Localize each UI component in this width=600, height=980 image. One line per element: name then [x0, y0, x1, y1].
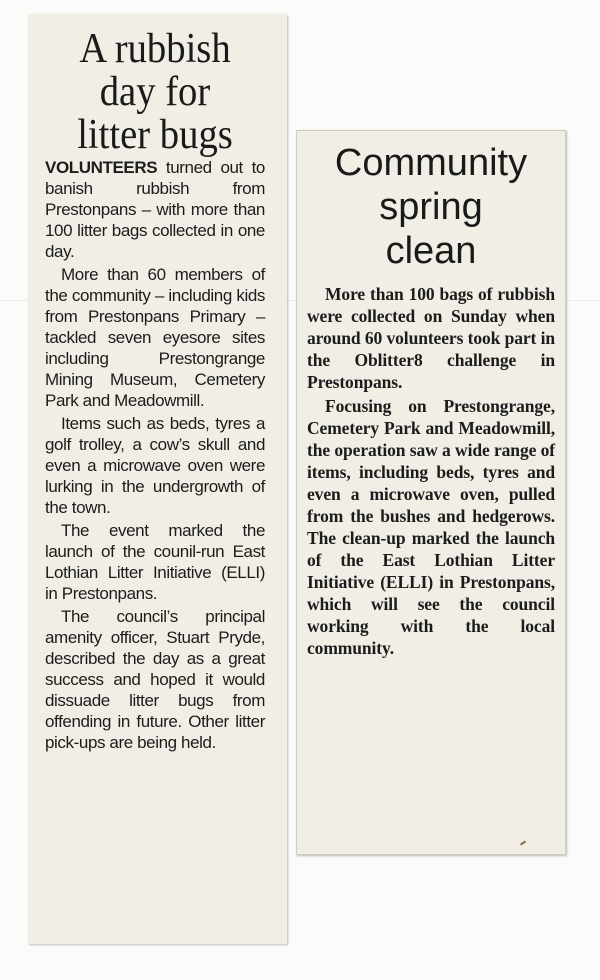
article-paragraph: The event marked the launch of the counil-run East Lothian Litter Initiative (ELLI) in Prestonpans. [45, 521, 265, 603]
article-paragraph-lead [45, 157, 265, 262]
headline-line: Community [334, 142, 528, 184]
clipping-community-spring-clean [296, 130, 566, 855]
lead-word: VOLUNTEERS [45, 158, 158, 177]
headline-line: day for [99, 69, 211, 115]
headline-community-spring-clean [307, 141, 555, 273]
headline-line: litter bugs [77, 112, 233, 158]
headline-line: clean [385, 230, 477, 272]
headline-line: spring [379, 186, 483, 228]
article-paragraph: Focusing on Prestongrange, Cemetery Park and Meadowmill, the operation saw a wide range of items, including beds, tyres and even a microwave oven, pulled from the bushes and hedgerows. The clean-up marked the launch of the East Lothian Litter Initiative (ELLI) in Prestonpans, which will see the council working with the local community. [307, 396, 555, 658]
article-paragraph: Items such as beds, tyres a golf trolley, a cow’s skull and even a microwave oven were lurking in the undergrowth of the town. [45, 414, 265, 517]
lead-text: turned out to banish rubbish from Prestonpans – with more than 100 litter bags collected in one day. [45, 158, 265, 261]
headline-line: A rubbish [79, 26, 231, 72]
article-paragraph: More than 60 members of the community – including kids from Prestonpans Primary – tackled seven eyesore sites including Prestongrange Mining Museum, Cemetery Park and Meadowmill. [45, 265, 265, 410]
clipping-rubbish-day [28, 14, 287, 944]
article-paragraph: The council’s principal amenity officer, Stuart Pryde, described the day as a great success and hoped it would dissuade litter bugs from offending in future. Other litter pick-ups are being held. [45, 607, 265, 752]
headline-rubbish-day [54, 28, 256, 157]
article-paragraph: More than 100 bags of rubbish were collected on Sunday when around 60 volunteers took part in the Oblitter8 challenge in Prestonpans. [307, 284, 555, 392]
